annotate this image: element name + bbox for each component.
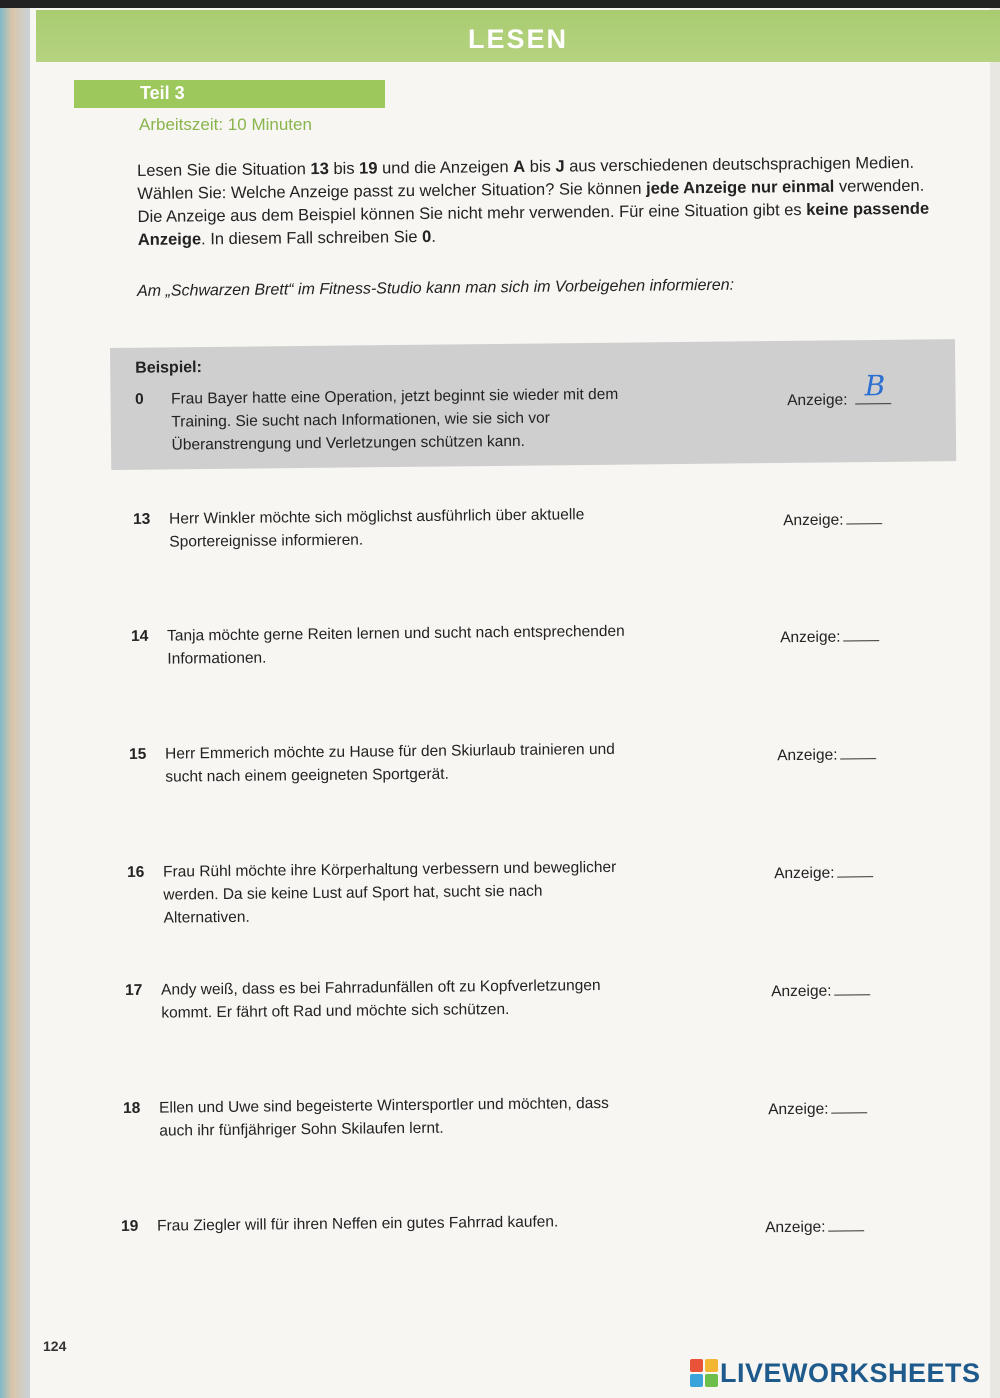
answer-label: Anzeige: xyxy=(771,982,832,1001)
intro-text: Lesen Sie die Situation xyxy=(137,160,311,180)
item-number: 16 xyxy=(127,863,145,881)
item-number: 13 xyxy=(133,510,151,528)
answer-field xyxy=(774,861,874,885)
intro-text: . xyxy=(431,227,436,246)
handwritten-answer: B xyxy=(864,369,886,403)
answer-blank[interactable] xyxy=(828,1217,864,1231)
item-number: 0 xyxy=(135,390,144,408)
intro-bold: keine passende Anzeige xyxy=(137,199,930,249)
section-title: LESEN xyxy=(467,24,569,54)
intro-bold: J xyxy=(555,157,565,176)
liveworksheets-logo xyxy=(690,1358,981,1388)
answer-field xyxy=(768,1097,868,1121)
item-text: Herr Emmerich möchte zu Hause für den Skiurlaub trainieren und sucht nach einem geeigneten Sportgerät. xyxy=(165,740,615,786)
answer-label: Anzeige: xyxy=(783,511,844,530)
answer-label: Anzeige: xyxy=(777,746,838,765)
intro-bold: 19 xyxy=(359,159,378,178)
instructions xyxy=(137,152,933,252)
example-label: Beispiel: xyxy=(135,359,202,377)
answer-field xyxy=(787,369,891,412)
answer-blank[interactable] xyxy=(831,1099,867,1113)
teil-label: Teil 3 xyxy=(140,83,185,103)
answer-field xyxy=(765,1215,865,1239)
item-number: 14 xyxy=(131,627,149,645)
item-number: 15 xyxy=(129,745,147,763)
intro-text: aus verschiedenen deutschsprachigen Medien. Wählen Sie: Welche Anzeige passt zu welcher Situation? Sie können xyxy=(137,153,915,203)
liveworksheets-icon xyxy=(690,1359,718,1387)
section-header-band xyxy=(36,10,1000,62)
intro-bold: 13 xyxy=(310,159,329,179)
intro-text: . In diesem Fall schreiben Sie xyxy=(201,228,423,249)
item-text: Frau Ziegler will für ihren Neffen ein gutes Fahrrad kaufen. xyxy=(157,1213,559,1235)
answer-blank[interactable] xyxy=(840,745,876,759)
intro-text: bis xyxy=(328,159,360,178)
context-subtitle: Am „Schwarzen Brett“ im Fitness-Studio kann man sich im Vorbeigehen informieren: xyxy=(137,276,735,300)
answer-field xyxy=(783,508,883,532)
answer-field xyxy=(780,625,880,649)
top-border xyxy=(0,0,1000,8)
answer-blank[interactable] xyxy=(846,510,882,524)
item-text: Tanja möchte gerne Reiten lernen und sucht nach entsprechenden Informationen. xyxy=(167,622,625,668)
intro-bold: jede Anzeige nur einmal xyxy=(645,177,835,198)
answer-field xyxy=(777,743,877,767)
intro-bold: A xyxy=(513,157,526,177)
answer-label: Anzeige: xyxy=(780,628,841,647)
answer-label: Anzeige: xyxy=(768,1100,829,1119)
intro-text: verwenden. Die Anzeige aus dem Beispiel können Sie nicht mehr verwenden. Für eine Situation gibt es xyxy=(137,176,925,226)
page-number: 124 xyxy=(43,1338,67,1354)
answer-field xyxy=(771,979,871,1003)
item-number: 19 xyxy=(121,1217,139,1235)
item-number: 18 xyxy=(123,1099,141,1117)
item-text: Frau Bayer hatte eine Operation, jetzt beginnt sie wieder mit dem Training. Sie sucht nach Informationen, wie sie sich vor Überanstrengung und Verletzungen schützen kann. xyxy=(171,385,619,454)
item-text: Herr Winkler möchte sich möglichst ausführlich über aktuelle Sportereignisse informieren. xyxy=(169,506,585,551)
answer-label: Anzeige: xyxy=(765,1218,826,1237)
item-text: Frau Rühl möchte ihre Körperhaltung verbessern und beweglicher werden. Da sie keine Lust auf Sport hat, sucht sie nach Alternativen. xyxy=(163,858,617,927)
item-number: 17 xyxy=(125,981,143,999)
book-spine-edge xyxy=(0,0,30,1398)
intro-text: bis xyxy=(525,157,556,176)
answer-label: Anzeige: xyxy=(787,391,848,410)
answer-blank[interactable] xyxy=(834,981,870,995)
item-text: Andy weiß, dass es bei Fahrradunfällen oft zu Kopfverletzungen kommt. Er fährt oft Rad und möchte sich schützen. xyxy=(161,977,601,1022)
liveworksheets-wordmark: LIVEWORKSHEETS xyxy=(720,1357,981,1388)
intro-text: und die Anzeigen xyxy=(377,158,514,178)
answer-blank[interactable] xyxy=(843,627,879,641)
answer-label: Anzeige: xyxy=(774,864,835,883)
item-text: Ellen und Uwe sind begeisterte Wintersportler und möchten, dass auch ihr fünfjähriger Sohn Skilaufen lernt. xyxy=(159,1094,609,1140)
working-time: Arbeitszeit: 10 Minuten xyxy=(139,115,312,134)
answer-blank[interactable] xyxy=(855,369,891,404)
answer-blank[interactable] xyxy=(837,863,873,877)
intro-bold: 0 xyxy=(422,227,432,247)
teil-label-bar xyxy=(74,80,385,108)
